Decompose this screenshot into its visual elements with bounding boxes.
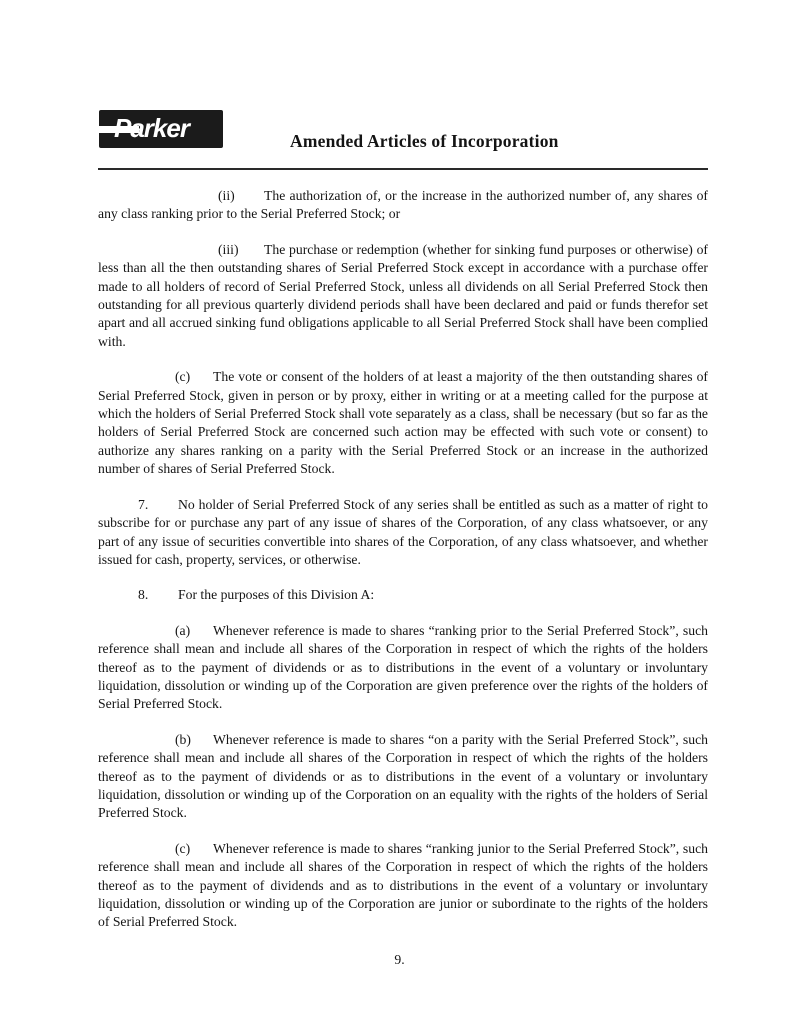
paragraph-c-vote [98, 368, 708, 478]
document-body [98, 187, 708, 949]
paragraph-8b [98, 731, 708, 823]
paragraph-text: Whenever reference is made to shares “ranking prior to the Serial Preferred Stock”, such reference shall mean and include all shares of the Corporation in respect of which the rights of the holders thereof as to the payment of dividends or as to distributions in the event of a voluntary or involuntary liquidation, dissolution or winding up of the Corporation are given preference over the rights of the holders of Serial Preferred Stock. [98, 622, 708, 712]
paragraph-text: Whenever reference is made to shares “ranking junior to the Serial Preferred Stock”, such reference shall mean and include all shares of the Corporation in respect of which the rights of the holders thereof as to the payment of dividends and as to distributions in the event of a voluntary or involuntary liquidation, dissolution or winding up of the Corporation are junior or subordinate to the rights of the holders of Serial Preferred Stock. [98, 840, 708, 930]
paragraph-label: 7. [138, 496, 149, 512]
paragraph-iii [98, 241, 708, 351]
paragraph-label: (a) [175, 622, 191, 638]
paragraph-8c [98, 840, 708, 932]
paragraph-text: For the purposes of this Division A: [178, 587, 375, 603]
paragraph-ii [98, 187, 708, 224]
paragraph-label: (iii) [218, 241, 239, 257]
paragraph-label: 8. [138, 587, 149, 603]
paragraph-text: The authorization of, or the increase in the authorized number of, any shares of any class ranking prior to the Serial Preferred Stock; or [98, 188, 708, 222]
parker-logo-text: Parker [114, 113, 189, 143]
paragraph-text: Whenever reference is made to shares “on a parity with the Serial Preferred Stock”, such reference shall mean and include all shares of the Corporation in respect of which the rights of the holders thereof as to the payment of dividends or as to distributions in the event of a voluntary or involuntary liquidation, dissolution or winding up of the Corporation on an equality with the rights of the holders of Serial Preferred Stock. [98, 731, 708, 821]
header-divider [98, 168, 708, 170]
paragraph-text: The purchase or redemption (whether for sinking fund purposes or otherwise) of less than all the then outstanding shares of Serial Preferred Stock except in accordance with a purchase offer made to all holders of record of Serial Preferred Stock, unless all dividends on all Serial Preferred Stock then outstanding for all previous quarterly dividend periods shall have been declared and paid or funds therefor set apart and all accrued sinking fund obligations applicable to all Serial Preferred Stock shall have been complied with. [98, 241, 708, 349]
page-number: 9. [394, 952, 405, 967]
paragraph-text: No holder of Serial Preferred Stock of any series shall be entitled as such as a matter of right to subscribe for or purchase any part of any issue of shares of the Corporation, of any class whatsoever, or any part of any issue of securities convertible into shares of the Corporation, of any class whatsoever, and whether issued for cash, property, services, or otherwise. [98, 496, 708, 567]
paragraph-7 [98, 496, 708, 570]
paragraph-text: The vote or consent of the holders of at least a majority of the then outstanding shares of Serial Preferred Stock, given in person or by proxy, either in writing or at a meeting called for the purpose at which the holders of Serial Preferred Stock shall vote separately as a class, shall be necessary (but so far as the holders of Serial Preferred Stock are concerned such action may be effected with such vote or consent) to authorize any shares ranking on a parity with the Serial Preferred Stock or an increase in the authorized number of shares of Serial Preferred Stock. [98, 369, 708, 477]
document-title: Amended Articles of Incorporation [290, 131, 559, 151]
paragraph-label: (ii) [218, 188, 235, 203]
paragraph-label: (c) [175, 840, 191, 856]
paragraph-8 [98, 586, 708, 604]
paragraph-label: (c) [175, 369, 191, 385]
parker-logo [99, 110, 223, 148]
paragraph-label: (b) [175, 731, 191, 747]
paragraph-8a [98, 622, 708, 714]
